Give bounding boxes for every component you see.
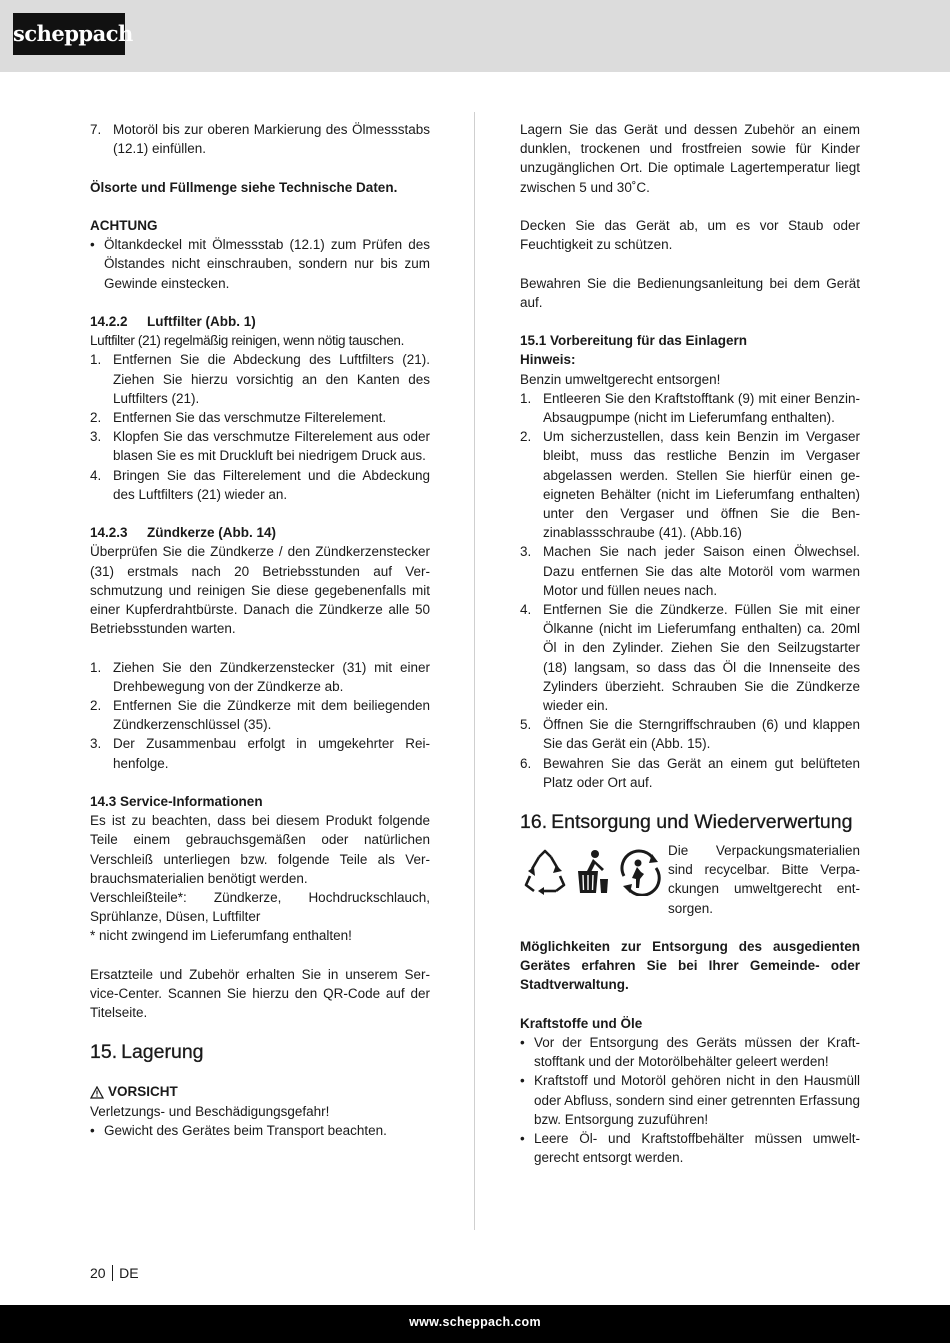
spark-plug-intro: Überprüfen Sie die Zündkerze / den Zündkerzenstecker (31) erstmals nach 20 Betriebsstunden auf Verschmutzung und reinigen Sie diese gegebenenfalls mit einer Kupferdrahtbürste. Danach die Zündkerze alle 50 Betriebsstunden warten. xyxy=(90,544,430,637)
prep-storage-heading: 15.1 Vorbereitung für das Einlagern xyxy=(520,333,748,349)
list-item: 3. Machen Sie nach jeder Saison einen Ölwechsel. Dazu entfernen Sie das alte Motoröl vom warmen Motor und füllen neues nach. xyxy=(520,544,860,598)
cover-device-text: Decken Sie das Gerät ab, um es vor Staub oder Feuchtigkeit zu schützen. xyxy=(520,218,860,253)
fuel-oil-heading: Kraftstoffe und Öle xyxy=(520,1015,643,1031)
list-item: 2. Entfernen Sie das verschmutze Filterelement. xyxy=(90,410,387,425)
list-item: 3. Der Zusammenbau erfolgt in umgekehrter Reihenfolge. xyxy=(90,736,430,771)
air-filter-steps xyxy=(90,350,430,504)
page-footer xyxy=(0,1305,950,1343)
service-text: Es ist zu beachten, dass bei diesem Produkt folgende Teile einem gebrauchsgemäßen oder natürlichen Verschleiß unterliegen bzw. folgende Teile als Verbrauchsmaterialien benötigt werden. xyxy=(90,813,430,886)
spare-parts-text: Ersatzteile und Zubehör erhalten Sie in unserem Service-Center. Scannen Sie hierzu den QR-Code auf der Titelseite. xyxy=(90,966,430,1021)
scheppach-logo: scheppach xyxy=(13,13,125,55)
disposal-options-text: Möglichkeiten zur Entsorgung des ausgedienten Gerätes erfahren Sie bei Ihrer Gemeinde- oder Stadtverwaltung. xyxy=(520,939,860,993)
oil-fill-step xyxy=(90,120,430,158)
recycling-text: Die Verpackungsmaterialien sind recycelbar. Bitte Verpackungen umweltgerecht entsorgen. xyxy=(668,843,860,916)
hint-text: Benzin umweltgerecht entsorgen! xyxy=(520,371,721,387)
oil-type-note: Ölsorte und Füllmenge siehe Technische Daten. xyxy=(90,179,398,195)
achtung-list xyxy=(90,235,430,293)
list-item: 2. Um sicherzustellen, dass kein Benzin im Vergaser bleibt, muss das restliche Benzin im Vergaser abgelassen werden. Stellen Sie hierfür einen geeigneten Behälter (nicht im Lieferumfang enthalten) unter den Vergaser und öffnen Sie die Benzinablassschraube (41). (Abb.16) xyxy=(520,429,860,541)
list-item: 6. Bewahren Sie das Gerät an einem gut belüfteten Platz oder Ort auf. xyxy=(520,755,860,790)
website-url: www.scheppach.com xyxy=(409,1315,541,1329)
spark-plug-steps xyxy=(90,658,430,773)
hint-heading: Hinweis: xyxy=(520,352,576,368)
recycling-person-icon xyxy=(616,848,664,896)
spark-plug-heading: 14.2.3 Zündkerze (Abb. 14) xyxy=(90,525,277,541)
footnote-text: * nicht zwingend im Lieferumfang enthalten! xyxy=(90,928,352,944)
list-item: • Gewicht des Gerätes beim Transport beachten. xyxy=(90,1122,387,1138)
list-item: 5. Öffnen Sie die Sterngriffschrauben (6) und klappen Sie das Gerät ein (Abb. 15). xyxy=(520,717,860,752)
keep-manual-text: Bewahren Sie die Bedienungsanleitung bei dem Gerät auf. xyxy=(520,275,860,310)
fuel-oil-list xyxy=(520,1033,860,1167)
wear-parts-text: Verschleißteile*: Zündkerze, Hochdruckschlauch, Sprühlanze, Düsen, Luftfilter xyxy=(90,890,430,925)
disposal-icons xyxy=(520,841,668,901)
page-header xyxy=(0,0,950,72)
list-item: 1. Entfernen Sie die Abdeckung des Luftfilters (21). Ziehen Sie hierzu vorsichtig an den Kanten des Luftfilters (21). xyxy=(90,352,430,406)
caution-text: Verletzungs- und Beschädigungsgefahr! xyxy=(90,1103,330,1119)
column-divider xyxy=(474,112,475,1230)
list-item: 1. Entleeren Sie den Kraftstofftank (9) mit einer Benzin-Absaugpumpe (nicht im Lieferumfang enthalten). xyxy=(520,390,860,425)
list-item: • Leere Öl- und Kraftstoffbehälter müssen umweltgerecht entsorgt werden. xyxy=(520,1131,860,1166)
page-number-separator xyxy=(112,1265,114,1281)
list-item: • Vor der Entsorgung des Geräts müssen der Kraftstofftank und der Motorölbehälter geleert werden! xyxy=(520,1035,860,1070)
list-item: • Kraftstoff und Motoröl gehören nicht in den Hausmüll oder Abfluss, sondern sind einer getrennten Erfassung bzw. Entsorgung zuzuführen! xyxy=(520,1073,860,1127)
service-heading: 14.3 Service-Informationen xyxy=(90,794,263,810)
storage-list xyxy=(90,1121,430,1140)
air-filter-heading: 14.2.2 Luftfilter (Abb. 1) xyxy=(90,313,256,329)
recycling-block xyxy=(520,841,860,918)
storage-location-text: Lagern Sie das Gerät und dessen Zubehör an einem dunklen, trockenen und frostfreien sowie für Kinder unzugänglichen Ort. Die optimale Lagertemperatur liegt zwischen 5 und 30˚C. xyxy=(520,122,860,195)
list-item: • Öltankdeckel mit Ölmessstab (12.1) zum Prüfen des Ölstandes nicht einschrauben, sondern nur bis zum Gewinde einstecken. xyxy=(90,237,430,291)
left-column xyxy=(90,120,430,1140)
list-item: 3. Klopfen Sie das verschmutze Filterelement aus oder blasen Sie es mit Druckluft bei niedrigem Druck aus. xyxy=(90,429,430,464)
list-item: 4. Entfernen Sie die Zündkerze. Füllen Sie mit einer Ölkanne (nicht im Lieferumfang enthalten) ca. 20ml Öl in den Zylinder. Ziehen Sie den Seilzugstarter (18) langsam, so dass das Öl die Innenseite des Zylinders überzieht. Schrauben Sie die Zündkerze wieder ein. xyxy=(520,602,860,714)
disposal-heading: 16. Entsorgung und Wiederverwertung xyxy=(520,811,853,834)
storage-heading: 15. Lagerung xyxy=(90,1041,204,1064)
achtung-heading: ACHTUNG xyxy=(90,217,158,233)
list-item: 7. Motoröl bis zur oberen Markierung des Ölmessstabs (12.1) einfüllen. xyxy=(90,122,430,157)
list-item: 1. Ziehen Sie den Zündkerzenstecker (31) mit einer Drehbewegung von der Zündkerze ab. xyxy=(90,659,430,694)
list-item: 2. Entfernen Sie die Zündkerze mit dem beiliegenden Zündkerzenschlüssel (35). xyxy=(90,698,430,733)
no-household-waste-icon xyxy=(574,849,610,895)
caution-heading: VORSICHT xyxy=(90,1082,430,1101)
air-filter-intro: Luftfilter (21) regelmäßig reinigen, wenn nötig tauschen. xyxy=(90,333,404,349)
list-item: 4. Bringen Sie das Filterelement und die Abdeckung des Luftfilters (21) wieder an. xyxy=(90,467,430,502)
right-column xyxy=(520,120,860,1167)
recycle-icon xyxy=(522,849,568,895)
page-number: 20 DE xyxy=(90,1265,139,1281)
warning-triangle-icon xyxy=(90,1086,104,1099)
prep-storage-steps xyxy=(520,389,860,792)
